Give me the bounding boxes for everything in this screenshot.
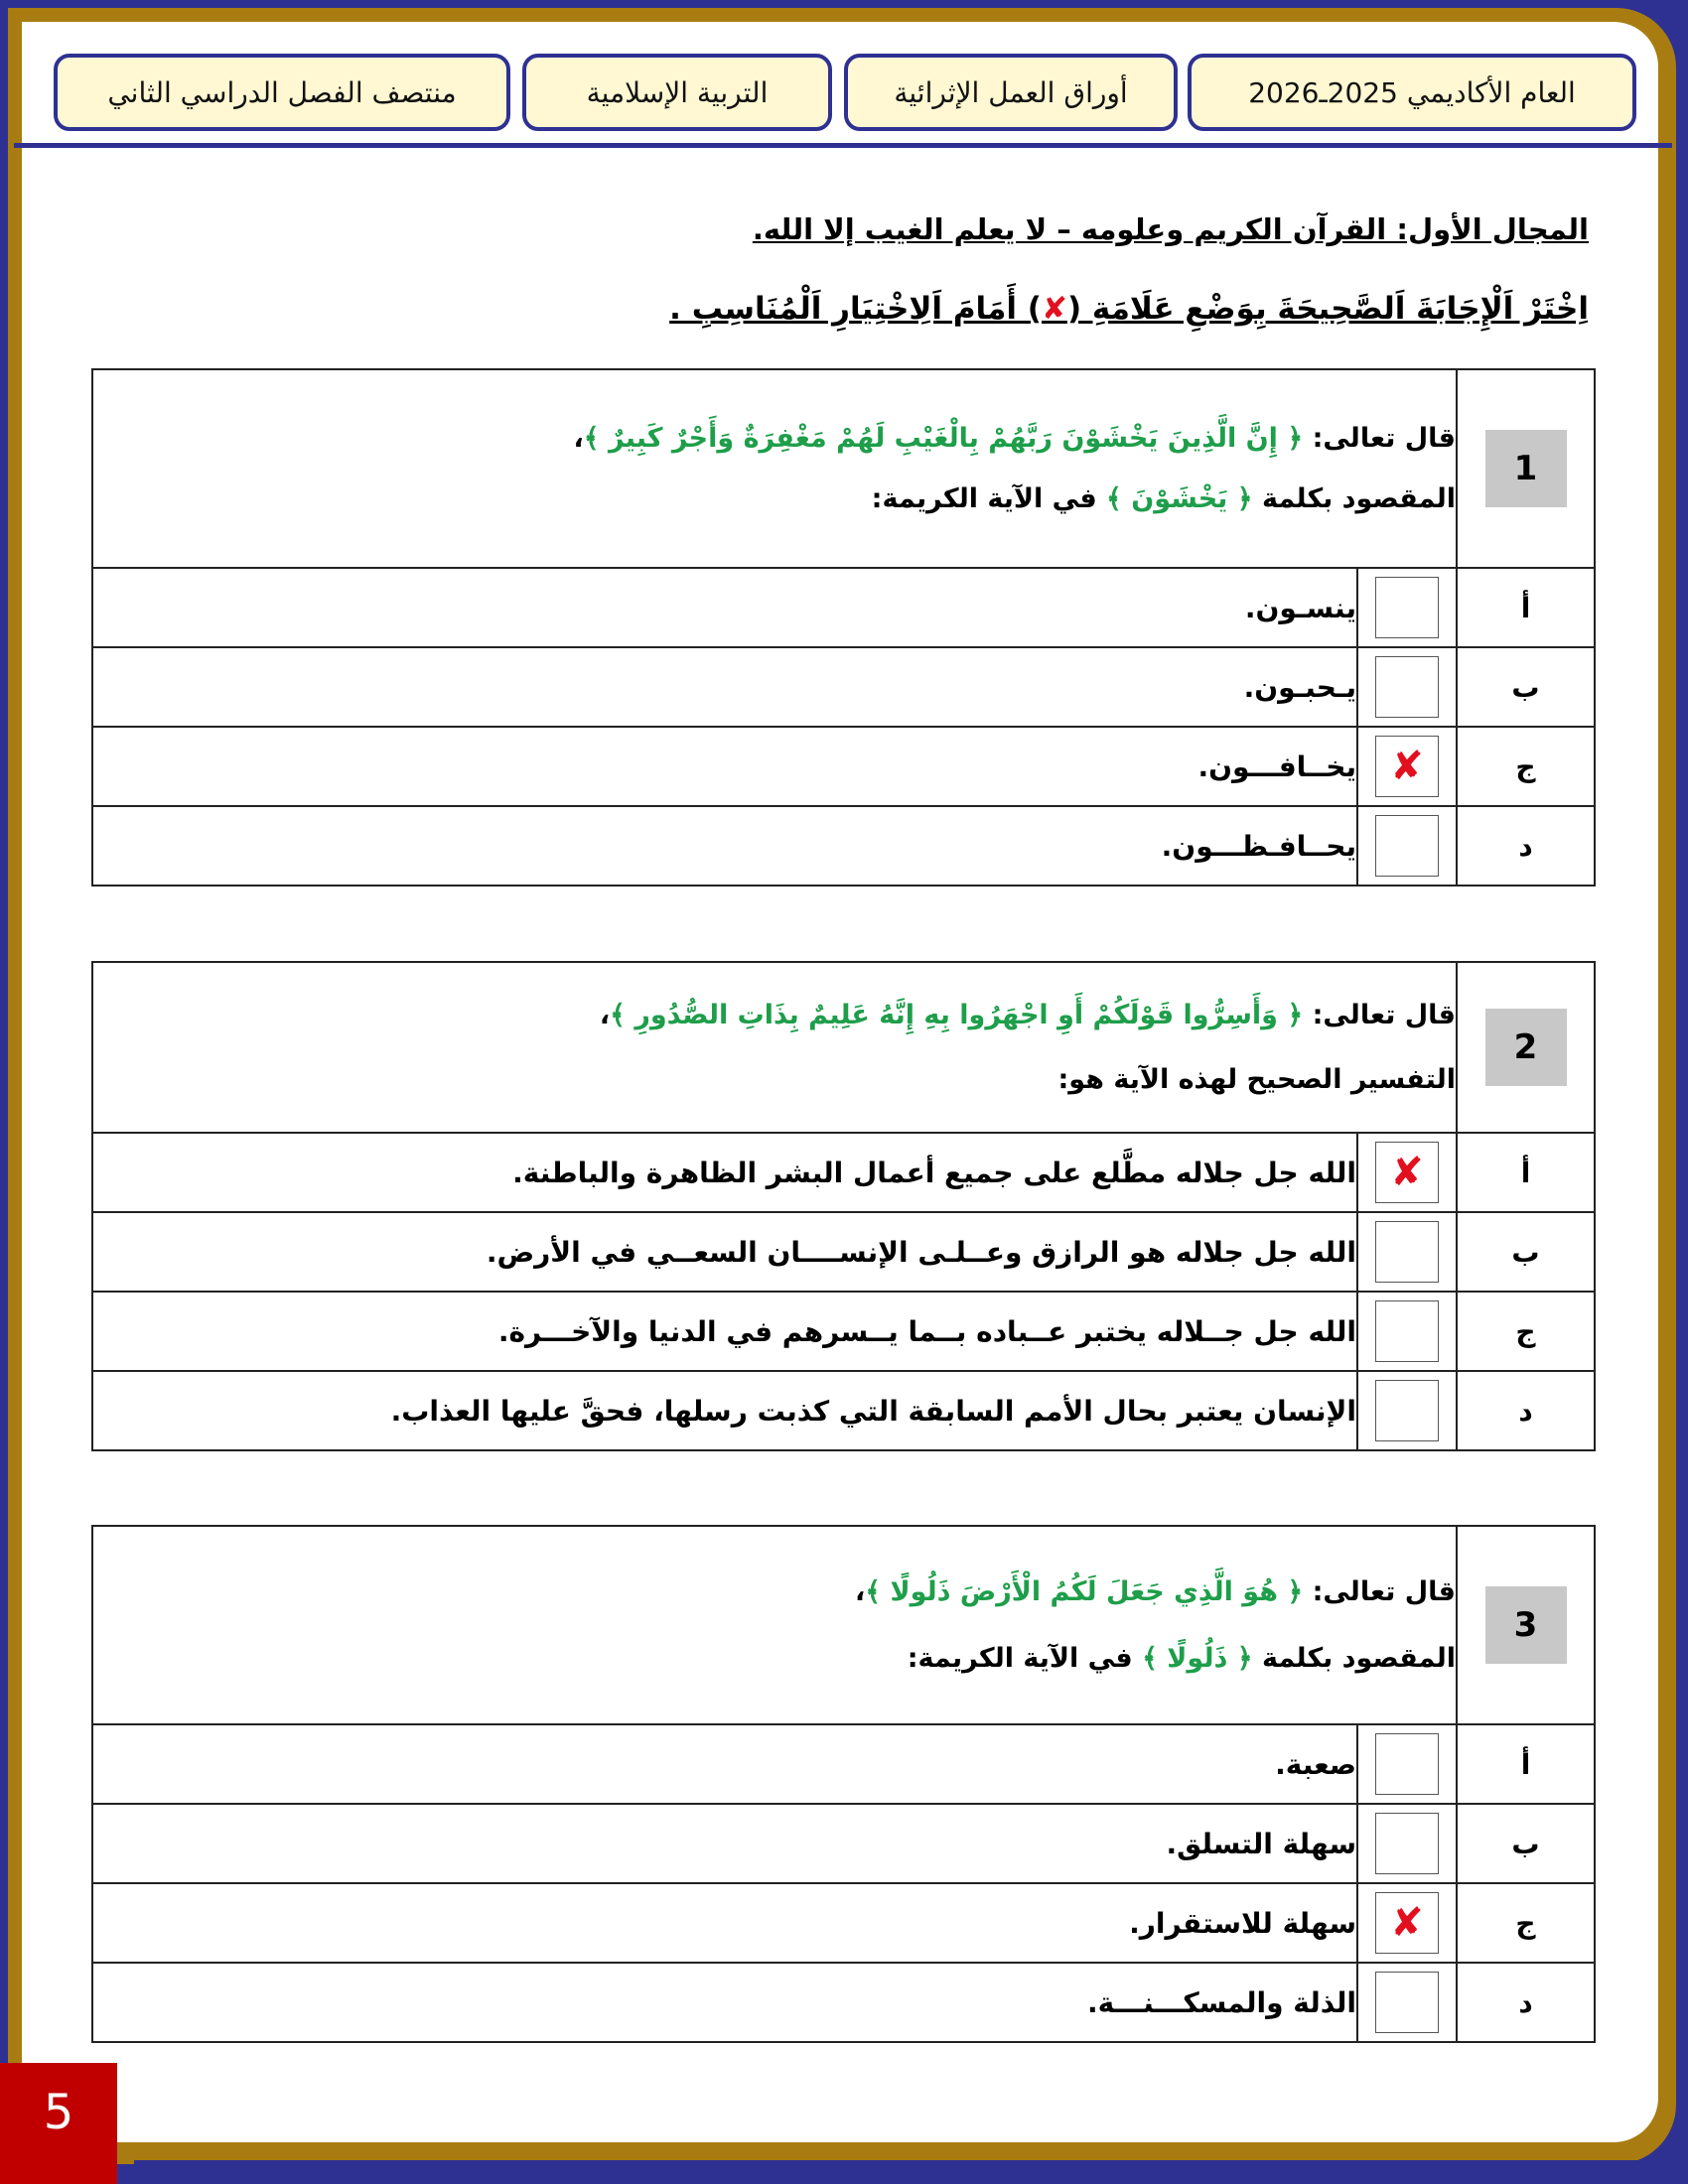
option-letter: ب xyxy=(1457,1212,1595,1292)
question-prompt: التفسير الصحيح لهذه الآية هو: xyxy=(1057,1064,1456,1095)
header-divider xyxy=(14,143,1672,148)
question-number: 2 xyxy=(1485,1009,1567,1086)
option-letter: د xyxy=(1457,1371,1595,1450)
answer-checkbox[interactable] xyxy=(1375,1380,1439,1441)
option-row xyxy=(92,1292,1595,1371)
option-text: سهلة للاستقرار. xyxy=(92,1883,1357,1963)
answer-checkbox[interactable]: ✘ xyxy=(1375,1892,1439,1954)
quran-verse: ﴿ وَأَسِرُّوا قَوْلَكُمْ أَوِ اجْهَرُوا بِهِ إِنَّهُ عَلِيمٌ بِذَاتِ الصُّدُورِ ﴾ xyxy=(610,1000,1304,1030)
prompt-after: في الآية الكريمة: xyxy=(871,483,1107,514)
answer-checkbox[interactable] xyxy=(1375,656,1439,718)
header-term-box xyxy=(54,54,510,131)
option-letter: ج xyxy=(1457,1883,1595,1963)
option-letter: ج xyxy=(1457,1292,1595,1371)
option-text: يـحبـون. xyxy=(92,647,1357,727)
answer-checkbox[interactable] xyxy=(1375,815,1439,877)
header-term: منتصف الفصل الدراسي الثاني xyxy=(107,75,457,109)
quran-verse: ﴿ إِنَّ الَّذِينَ يَخْشَوْنَ رَبَّهُمْ بِالْغَيْبِ لَهُمْ مَغْفِرَةٌ وَأَجْرٌ كَبِيرٌ ﴾ xyxy=(583,423,1304,454)
verse-intro: قال تعالى: xyxy=(1303,1576,1456,1607)
header-worksheets: أوراق العمل الإثرائية xyxy=(894,75,1128,109)
option-row xyxy=(92,568,1595,647)
option-checkbox-cell xyxy=(1357,647,1457,727)
verse-tail: ، xyxy=(599,1000,611,1030)
prompt-word: ﴿ يَخْشَوْنَ ﴾ xyxy=(1106,483,1253,514)
prompt-before: المقصود بكلمة xyxy=(1252,1643,1456,1674)
question-table-1 xyxy=(91,368,1596,887)
verse-line xyxy=(93,1000,1456,1030)
option-checkbox-cell xyxy=(1357,1133,1457,1212)
option-text: يحــافـظـــون. xyxy=(92,806,1357,886)
verse-tail: ، xyxy=(573,423,584,454)
answer-checkbox[interactable] xyxy=(1375,1300,1439,1362)
option-row xyxy=(92,806,1595,886)
instruction-text-after: ) أَمَامَ اَلِاخْتِيَارِ اَلْمُنَاسِبِ . xyxy=(669,291,1042,327)
option-text: يخــافـــون. xyxy=(92,727,1357,806)
option-checkbox-cell xyxy=(1357,727,1457,806)
question-stem xyxy=(92,962,1457,1133)
option-checkbox-cell xyxy=(1357,1371,1457,1450)
question-number: 3 xyxy=(1485,1586,1567,1664)
header-year-box xyxy=(1188,54,1636,131)
verse-intro: قال تعالى: xyxy=(1303,423,1456,454)
prompt-before: المقصود بكلمة xyxy=(1252,483,1456,514)
verse-line xyxy=(93,423,1456,454)
instruction xyxy=(669,291,1589,327)
option-row xyxy=(92,1212,1595,1292)
bottom-bar xyxy=(134,2160,1688,2182)
question-number: 1 xyxy=(1485,430,1567,507)
option-checkbox-cell xyxy=(1357,1963,1457,2042)
option-checkbox-cell xyxy=(1357,1292,1457,1371)
question-stem xyxy=(92,1526,1457,1724)
option-text: الله جل جلاله مطَّلع على جميع أعمال البشر الظاهرة والباطنة. xyxy=(92,1133,1357,1212)
header-subject: التربية الإسلامية xyxy=(586,75,769,109)
verse-tail: ، xyxy=(855,1576,866,1607)
question-number-cell xyxy=(1457,369,1595,568)
header-worksheets-box xyxy=(844,54,1178,131)
option-row xyxy=(92,1371,1595,1450)
instruction-text-before: اِخْتَرْ اَلْإِجَابَةَ اَلصَّحِيحَةَ بِوَضْعِ عَلَامَةِ ( xyxy=(1066,291,1589,327)
section-title: المجال الأول: القرآن الكريم وعلومه – لا يعلم الغيب إلا الله. xyxy=(752,212,1589,246)
option-text: صعبة. xyxy=(92,1724,1357,1804)
page-number: 5 xyxy=(0,2063,117,2184)
answer-checkbox[interactable]: ✘ xyxy=(1375,736,1439,797)
answer-checkbox[interactable] xyxy=(1375,1813,1439,1874)
option-row xyxy=(92,1804,1595,1883)
option-letter: د xyxy=(1457,1963,1595,2042)
option-checkbox-cell xyxy=(1357,1804,1457,1883)
option-letter: أ xyxy=(1457,1724,1595,1804)
option-row xyxy=(92,1133,1595,1212)
option-text: سهلة التسلق. xyxy=(92,1804,1357,1883)
option-text: الله جل جــلاله يختبر عــباده بــما يــسرهم في الدنيا والآخـــرة. xyxy=(92,1292,1357,1371)
option-row xyxy=(92,1883,1595,1963)
option-letter: ج xyxy=(1457,727,1595,806)
question-prompt xyxy=(93,1643,1456,1674)
option-letter: أ xyxy=(1457,1133,1595,1212)
option-checkbox-cell xyxy=(1357,1724,1457,1804)
option-checkbox-cell xyxy=(1357,1883,1457,1963)
question-table-3 xyxy=(91,1525,1596,2043)
answer-checkbox[interactable] xyxy=(1375,577,1439,638)
prompt-word: ﴿ ذَلُولًا ﴾ xyxy=(1142,1643,1253,1674)
option-row xyxy=(92,647,1595,727)
quran-verse: ﴿ هُوَ الَّذِي جَعَلَ لَكُمُ الْأَرْضَ ذَلُولًا ﴾ xyxy=(865,1576,1304,1607)
option-letter: ب xyxy=(1457,1804,1595,1883)
answer-checkbox[interactable] xyxy=(1375,1221,1439,1283)
option-row xyxy=(92,727,1595,806)
verse-intro: قال تعالى: xyxy=(1303,1000,1456,1030)
option-text: ينسـون. xyxy=(92,568,1357,647)
option-text: الذلة والمسكـــنـــة. xyxy=(92,1963,1357,2042)
option-letter: د xyxy=(1457,806,1595,886)
question-number-cell xyxy=(1457,962,1595,1133)
question-number-cell xyxy=(1457,1526,1595,1724)
option-row xyxy=(92,1963,1595,2042)
option-text: الإنسان يعتبر بحال الأمم السابقة التي كذبت رسلها، فحقَّ عليها العذاب. xyxy=(92,1371,1357,1450)
option-checkbox-cell xyxy=(1357,568,1457,647)
option-checkbox-cell xyxy=(1357,806,1457,886)
option-row xyxy=(92,1724,1595,1804)
answer-checkbox[interactable]: ✘ xyxy=(1375,1142,1439,1203)
header-subject-box xyxy=(522,54,832,131)
verse-line xyxy=(93,1576,1456,1607)
answer-checkbox[interactable] xyxy=(1375,1733,1439,1795)
option-text: الله جل جلاله هو الرازق وعــلـى الإنســــان السعــي في الأرض. xyxy=(92,1212,1357,1292)
cross-mark-icon: ✘ xyxy=(1041,291,1067,327)
option-checkbox-cell xyxy=(1357,1212,1457,1292)
question-stem xyxy=(92,369,1457,568)
header-year: العام الأكاديمي 2025ـ2026 xyxy=(1248,75,1576,109)
option-letter: ب xyxy=(1457,647,1595,727)
question-table-2 xyxy=(91,961,1596,1451)
question-prompt xyxy=(93,483,1456,514)
answer-checkbox[interactable] xyxy=(1375,1972,1439,2033)
prompt-after: في الآية الكريمة: xyxy=(907,1643,1143,1674)
option-letter: أ xyxy=(1457,568,1595,647)
